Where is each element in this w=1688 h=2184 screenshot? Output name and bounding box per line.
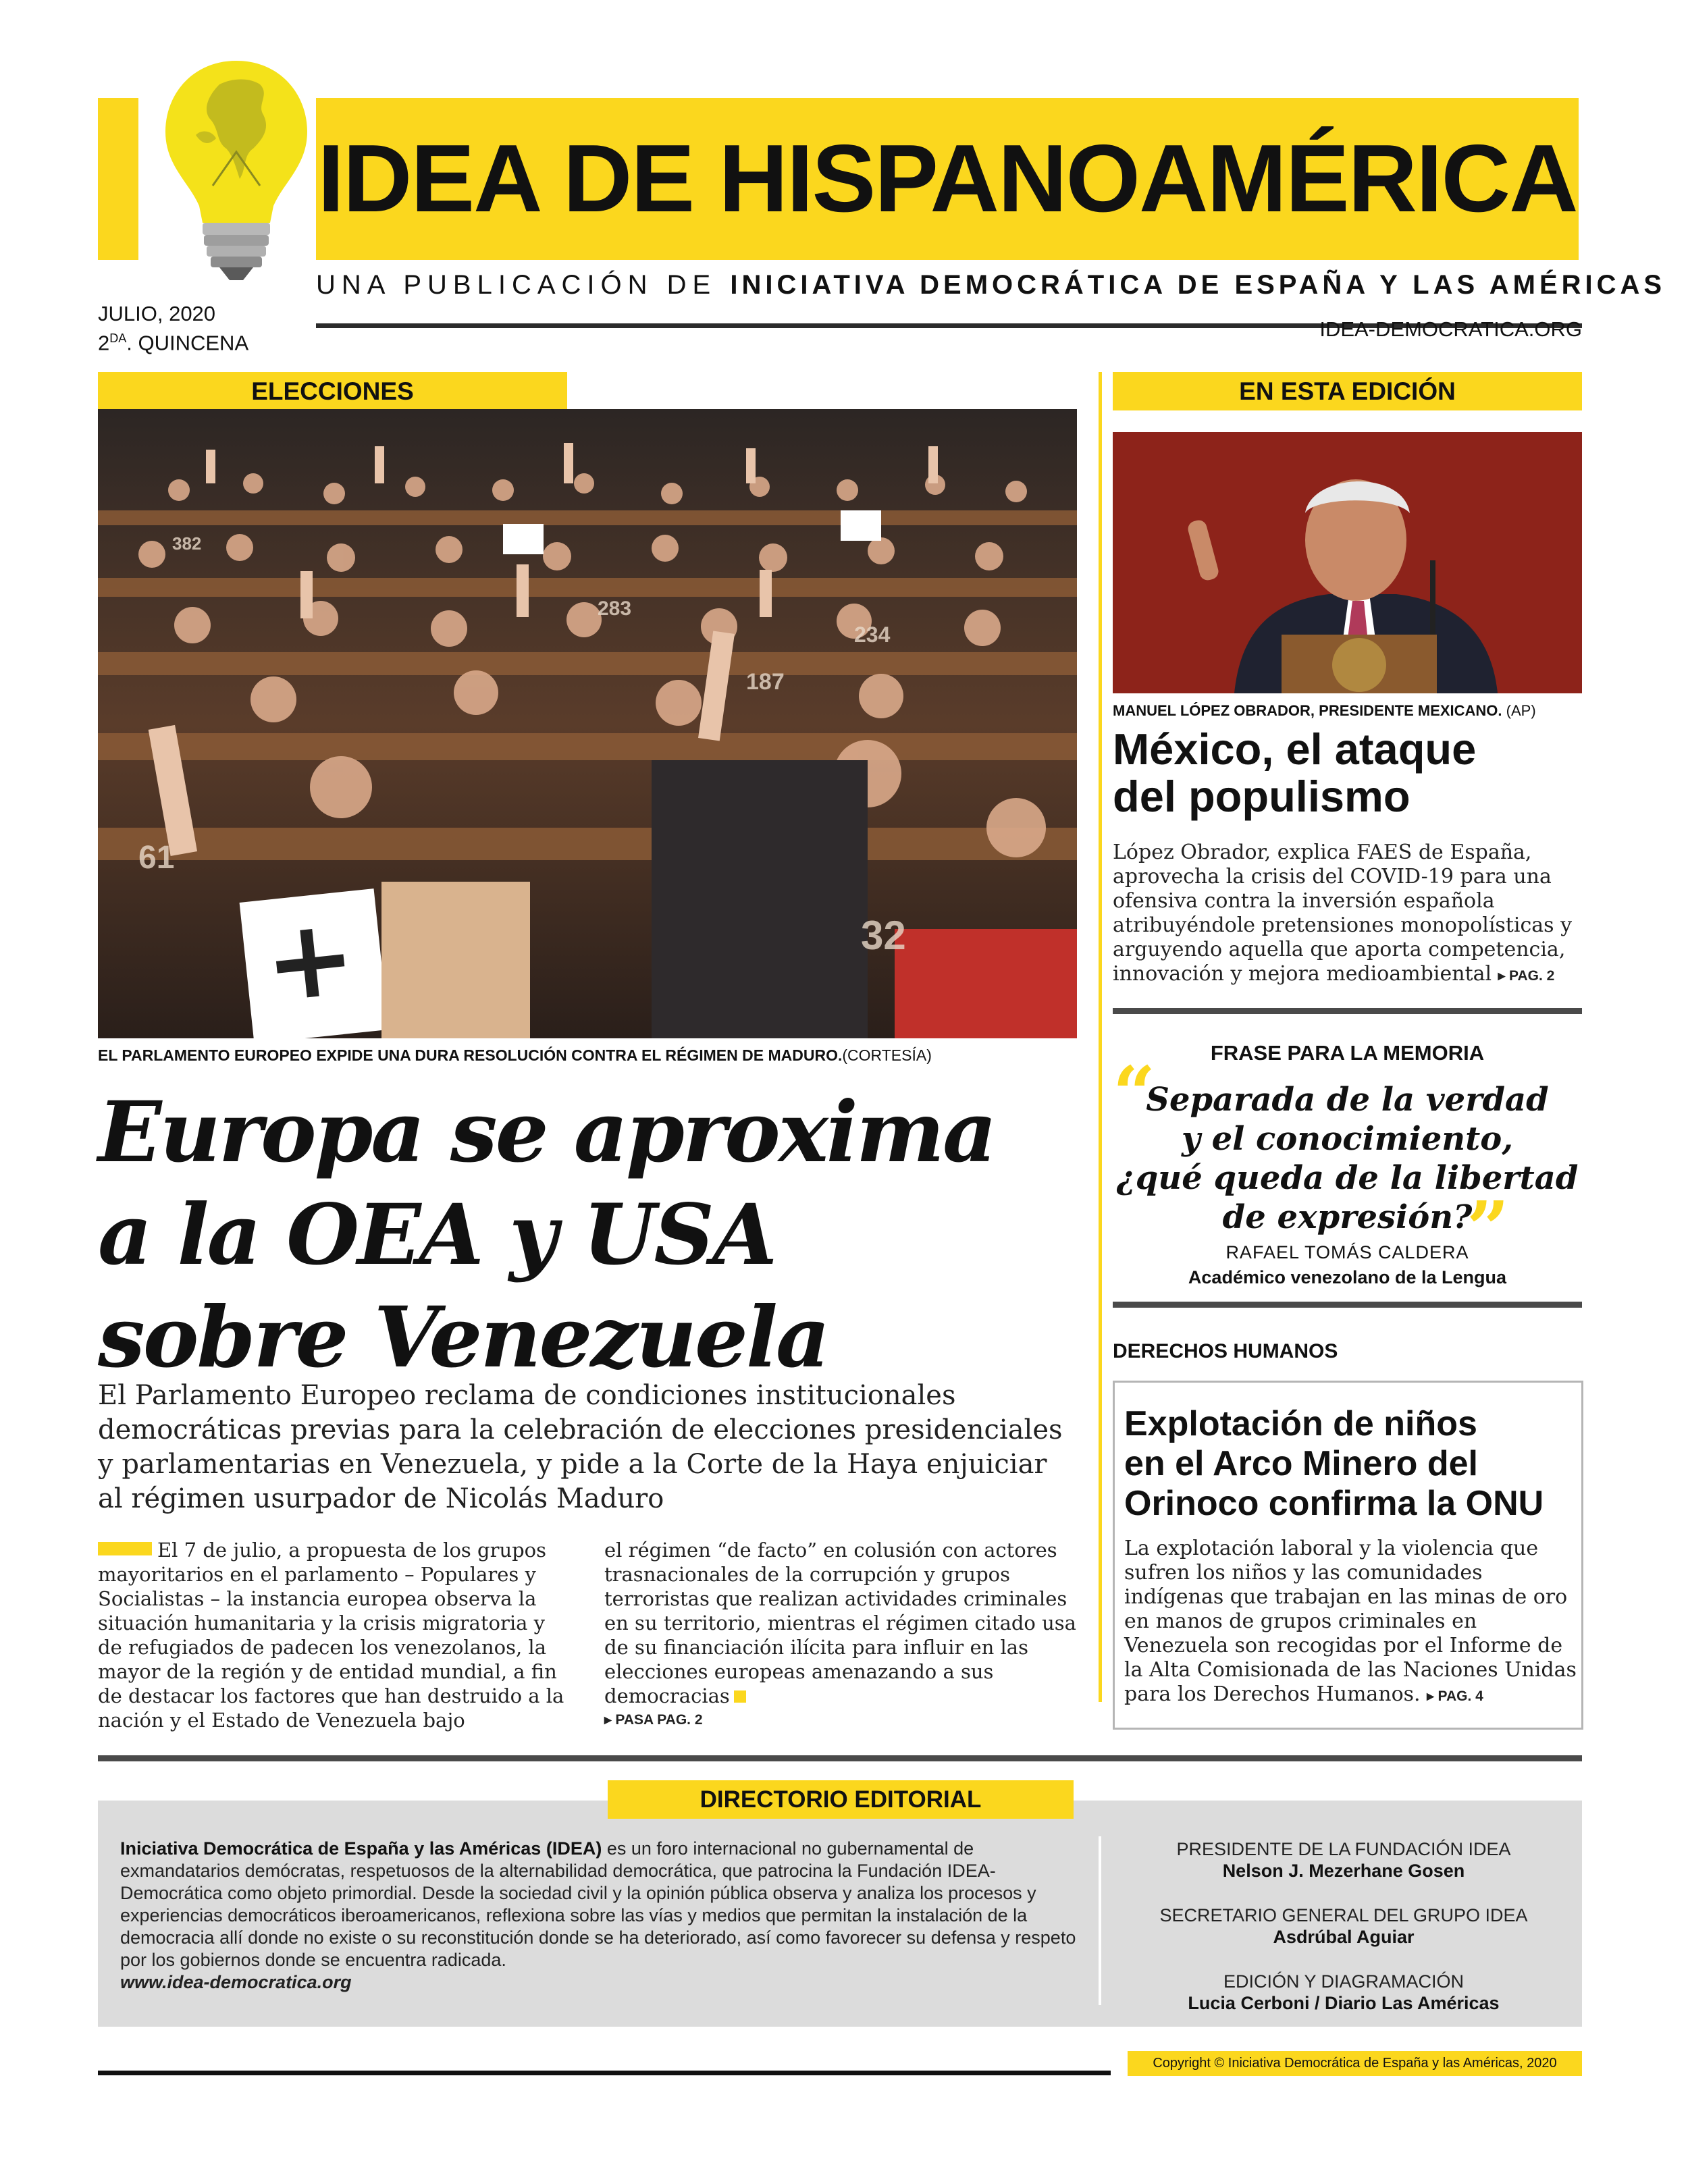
seat-number: 187: [746, 669, 785, 695]
directory-top-rule: [98, 1755, 1582, 1761]
sidebar-rule: [1113, 1008, 1582, 1014]
seat-number: 32: [861, 913, 906, 958]
section-label-derechos-humanos: DERECHOS HUMANOS: [1113, 1340, 1338, 1362]
mexico-headline: México, el ataque del populismo: [1113, 724, 1477, 821]
seat-number: 234: [854, 622, 891, 647]
issue-date: [98, 302, 248, 355]
quote-label: FRASE PARA LA MEMORIA: [1210, 1041, 1485, 1065]
directory-text: Iniciativa Democrática de España y las Américas (IDEA) es un foro internacional no gubernamental de exmandatarios demócratas, respetuosos de la alternabilidad democrática, que patrocina la Fundación IDEA-Democrática como objeto primordial. Desde la sociedad civil y la opinión pública observa y analiza los procesos y experiencias democráticos iberoamericanos, reflexiona sobre las vías y medios que permitan la instalación de la democracia allí donde no existe o su reconstitución donde se ha deteriorado, así como favorecer su defensa y respeto por los gobiernos donde se encuentra radicada. www.idea-democratica.org: [120, 1838, 1076, 1992]
president-photo-caption: MANUEL LÓPEZ OBRADOR, PRESIDENTE MEXICANO. (AP): [1113, 702, 1536, 719]
website-link[interactable]: IDEA-DEMOCRATICA.ORG: [1319, 317, 1582, 341]
main-photo-caption: EL PARLAMENTO EUROPEO EXPIDE UNA DURA RESOLUCIÓN CONTRA EL RÉGIMEN DE MADURO.(CORTESÍA): [98, 1046, 932, 1064]
seat-number: 382: [172, 533, 202, 554]
copyright-notice: Copyright © Iniciativa Democrática de España y las Américas, 2020: [1128, 2051, 1582, 2076]
logo-bar: [98, 98, 138, 260]
human-rights-headline: Explotación de niños en el Arco Minero del Orinoco confirma la ONU: [1124, 1404, 1544, 1523]
publication-prefix: UNA PUBLICACIÓN DE: [316, 270, 717, 300]
footer-rule: [98, 2071, 1111, 2075]
sidebar-rule: [1113, 1302, 1582, 1308]
mexico-summary: López Obrador, explica FAES de España, aprovecha la crisis del COVID-19 para una ofensiva contra la inversión española atribuyéndole pretensiones monopolísticas y arguyendo aquella que aporta competencia, innovación y mejora medioambiental ▸ PAG. 2: [1113, 841, 1573, 986]
directory-label: DIRECTORIO EDITORIAL: [608, 1780, 1074, 1819]
lightbulb-globe-icon: [155, 54, 317, 287]
seat-number: 61: [138, 840, 175, 876]
directory-divider: [1099, 1836, 1101, 2005]
publication-org: INICIATIVA DEMOCRÁTICA DE ESPAÑA Y LAS AMÉRICAS: [730, 270, 1666, 300]
directory-url[interactable]: www.idea-democratica.org: [120, 1972, 352, 1992]
parliament-photo: [98, 409, 1077, 1038]
main-deck: El Parlamento Europeo reclama de condiciones institucionales democráticas previas para la celebración de elecciones presidenciales y parlamentarias en Venezuela, y pide a la Corte de la Haya enjuiciar al régimen usurpador de Nicolás Maduro: [98, 1380, 1063, 1514]
issue-month: JULIO, 2020: [98, 302, 216, 325]
main-body-column-2: el régimen “de facto” en colusión con actores trasnacionales de la corrupción y grupos terroristas que realizan actividades criminales en su territorio, mientras el régimen citado usa de su financiación ilícita para influir en las elecciones europeas amenazando a sus democracias ▸ PASA PAG. 2: [604, 1538, 1077, 1732]
credit-editing: EDICIÓN Y DIAGRAMACIÓN Lucia Cerboni / Diario Las Américas: [1188, 1971, 1500, 2013]
human-rights-page-link[interactable]: ▸ PAG. 4: [1427, 1688, 1483, 1704]
mexico-page-link[interactable]: ▸ PAG. 2: [1498, 968, 1555, 984]
seat-number: 283: [598, 597, 632, 620]
main-headline: Europa se aproxima a la OEA y USA sobre Venezuela: [98, 1084, 995, 1387]
publication-line: [316, 270, 1666, 300]
end-marker: [734, 1690, 746, 1703]
credit-president: PRESIDENTE DE LA FUNDACIÓN IDEA Nelson J. Mezerhane Gosen: [1176, 1839, 1511, 1881]
column-divider: [1099, 372, 1102, 1702]
masthead-banner: [316, 98, 1579, 260]
main-body-column-1: El 7 de julio, a propuesta de los grupos mayoritarios en el parlamento – Populares y Socialistas – la instancia europea observa la situación humanitaria y la crisis migratoria y de refugiados de padecen los venezolanos, la mayor de la región y de entidad mundial, a fin de destacar los factores que han destruido a la nación y el Estado de Venezuela bajo: [98, 1539, 564, 1732]
president-photo: [1113, 432, 1582, 693]
issue-fortnight: $2^{DA}$. QUINCENA: [98, 331, 249, 355]
continue-link[interactable]: ▸ PASA PAG. 2: [604, 1712, 703, 1728]
paragraph-marker: [98, 1542, 152, 1555]
close-quote-icon: ”: [1467, 1185, 1510, 1272]
section-label-elecciones: ELECCIONES: [98, 372, 567, 410]
quote-text: Separada de la verdad y el conocimiento, ¿qué queda de la libertad de expresión?: [1116, 1081, 1579, 1236]
section-label-en-esta-edicion: EN ESTA EDICIÓN: [1113, 372, 1582, 410]
masthead-title: IDEA DE HISPANOAMÉRICA: [317, 125, 1577, 232]
human-rights-summary: La explotación laboral y la violencia que sufren los niños y las comunidades indígenas que trabajan en las minas de oro en manos de grupos criminales en Venezuela son recogidas por el Informe de la Alta Comisionada de las Naciones Unidas para los Derechos Humanos. ▸ PAG. 4: [1124, 1537, 1577, 1706]
quote-author-role: Académico venezolano de la Lengua: [1188, 1267, 1507, 1287]
open-quote-icon: “: [1113, 1050, 1156, 1137]
quote-author: RAFAEL TOMÁS CALDERA: [1225, 1242, 1469, 1262]
credit-secretary: SECRETARIO GENERAL DEL GRUPO IDEA Asdrúbal Aguiar: [1159, 1905, 1528, 1947]
